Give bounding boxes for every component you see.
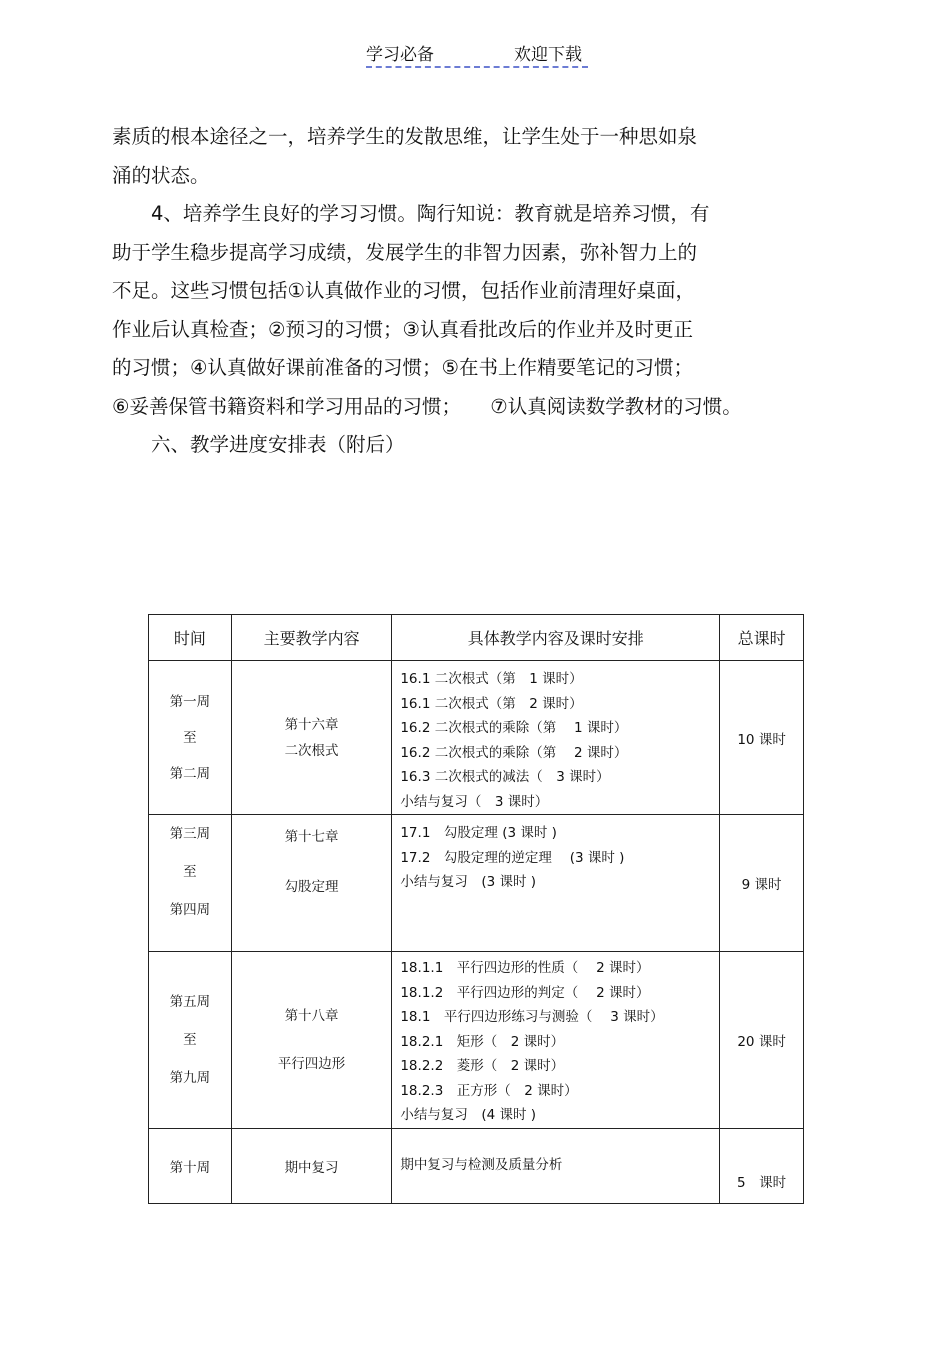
content-cell bbox=[231, 815, 392, 952]
detail-line: 小结与复习 (3 课时 ) bbox=[400, 874, 537, 890]
detail-line: 小结与复习（ 3 课时） bbox=[400, 793, 549, 810]
content-cell bbox=[231, 952, 392, 1129]
total-cell: 10 课时 bbox=[720, 661, 804, 815]
chapter-number: 第十六章 bbox=[284, 716, 339, 733]
chapter-title: 期中复习 bbox=[284, 1159, 339, 1176]
details-cell bbox=[392, 815, 720, 952]
chapter-title: 平行四边形 bbox=[277, 1055, 346, 1072]
time-cell bbox=[149, 815, 232, 952]
detail-line: 小结与复习 (4 课时 ) bbox=[400, 1107, 537, 1123]
time-cell bbox=[149, 1128, 232, 1203]
time-text: 第四周 bbox=[169, 902, 211, 918]
chapter-title: 二次根式 bbox=[284, 742, 339, 759]
table-row bbox=[149, 815, 804, 952]
time-text: 至 bbox=[183, 1031, 197, 1048]
details-cell bbox=[392, 661, 720, 815]
schedule-table bbox=[148, 614, 804, 1204]
col-header-content: 主要教学内容 bbox=[231, 615, 392, 661]
time-text: 第九周 bbox=[169, 1069, 211, 1086]
detail-line: 16.3 二次根式的减法（ 3 课时） bbox=[400, 769, 610, 785]
paragraph-line: 素质的根本途径之一，培养学生的发散思维，让学生处于一种思如泉 bbox=[112, 125, 698, 148]
time-text: 第二周 bbox=[169, 765, 211, 782]
time-text: 至 bbox=[183, 729, 197, 746]
time-cell bbox=[149, 952, 232, 1129]
paragraph-line: 的习惯；④认真做好课前准备的习惯；⑤在书上作精要笔记的习惯； bbox=[112, 356, 693, 379]
detail-line: 18.1.2 平行四边形的判定（ 2 课时） bbox=[400, 984, 650, 1001]
table-header-row bbox=[149, 615, 804, 661]
detail-line: 16.1 二次根式（第 2 课时） bbox=[400, 695, 583, 712]
time-text: 第三周 bbox=[169, 826, 211, 842]
paragraph-line: 助于学生稳步提高学习成绩，发展学生的非智力因素，弥补智力上的 bbox=[112, 240, 698, 264]
col-header-total: 总课时 bbox=[720, 615, 804, 661]
header-left-text: 学习必备 bbox=[366, 45, 434, 65]
paragraph-line: 作业后认真检查；②预习的习惯；③认真看批改后的作业并及时更正 bbox=[112, 317, 693, 341]
table-row bbox=[149, 1128, 804, 1203]
detail-line: 16.2 二次根式的乘除（第 2 课时） bbox=[400, 744, 628, 761]
body-text bbox=[112, 118, 832, 465]
total-cell: 9 课时 bbox=[720, 815, 804, 952]
time-cell bbox=[149, 661, 232, 815]
time-text: 第一周 bbox=[169, 693, 211, 710]
paragraph-line: 4、培养学生良好的学习习惯。陶行知说：教育就是培养习惯，有 bbox=[112, 202, 710, 225]
table-row bbox=[149, 661, 804, 815]
col-header-time: 时间 bbox=[149, 615, 232, 661]
detail-line: 期中复习与检测及质量分析 bbox=[400, 1157, 563, 1174]
detail-line: 16.2 二次根式的乘除（第 1 课时） bbox=[400, 720, 628, 736]
time-text: 至 bbox=[183, 864, 197, 880]
page-header bbox=[366, 40, 588, 68]
content-cell bbox=[231, 661, 392, 815]
paragraph-line: 不足。这些习惯包括①认真做作业的习惯，包括作业前清理好桌面， bbox=[112, 279, 695, 302]
content-cell bbox=[231, 1128, 392, 1203]
detail-line: 18.1 平行四边形练习与测验（ 3 课时） bbox=[400, 1009, 664, 1025]
chapter-title: 勾股定理 bbox=[284, 879, 339, 895]
detail-line: 18.2.2 菱形（ 2 课时） bbox=[400, 1058, 565, 1074]
detail-line: 17.1 勾股定理 (3 课时 ) bbox=[400, 825, 557, 841]
chapter-number: 第十八章 bbox=[284, 1007, 339, 1024]
detail-line: 18.1.1 平行四边形的性质（ 2 课时） bbox=[400, 960, 650, 976]
total-cell: 5 课时 bbox=[720, 1128, 804, 1203]
time-text: 第十周 bbox=[169, 1159, 211, 1176]
detail-line: 18.2.3 正方形（ 2 课时） bbox=[400, 1082, 578, 1099]
total-cell: 20 课时 bbox=[720, 952, 804, 1129]
detail-line: 16.1 二次根式（第 1 课时） bbox=[400, 671, 583, 687]
details-cell bbox=[392, 1128, 720, 1203]
detail-line: 17.2 勾股定理的逆定理 (3 课时 ) bbox=[400, 849, 625, 866]
chapter-number: 第十七章 bbox=[284, 829, 339, 845]
paragraph-line: 涌的状态。 bbox=[112, 163, 210, 187]
header-right-text: 欢迎下载 bbox=[514, 45, 582, 65]
paragraph-line: ⑥妥善保管书籍资料和学习用品的习惯； ⑦认真阅读数学教材的习惯。 bbox=[112, 394, 742, 418]
table-row bbox=[149, 952, 804, 1129]
time-text: 第五周 bbox=[169, 993, 211, 1010]
details-cell bbox=[392, 952, 720, 1129]
col-header-details: 具体教学内容及课时安排 bbox=[392, 615, 720, 661]
paragraph-line: 六、教学进度安排表（附后） bbox=[112, 433, 405, 456]
detail-line: 18.2.1 矩形（ 2 课时） bbox=[400, 1033, 565, 1050]
